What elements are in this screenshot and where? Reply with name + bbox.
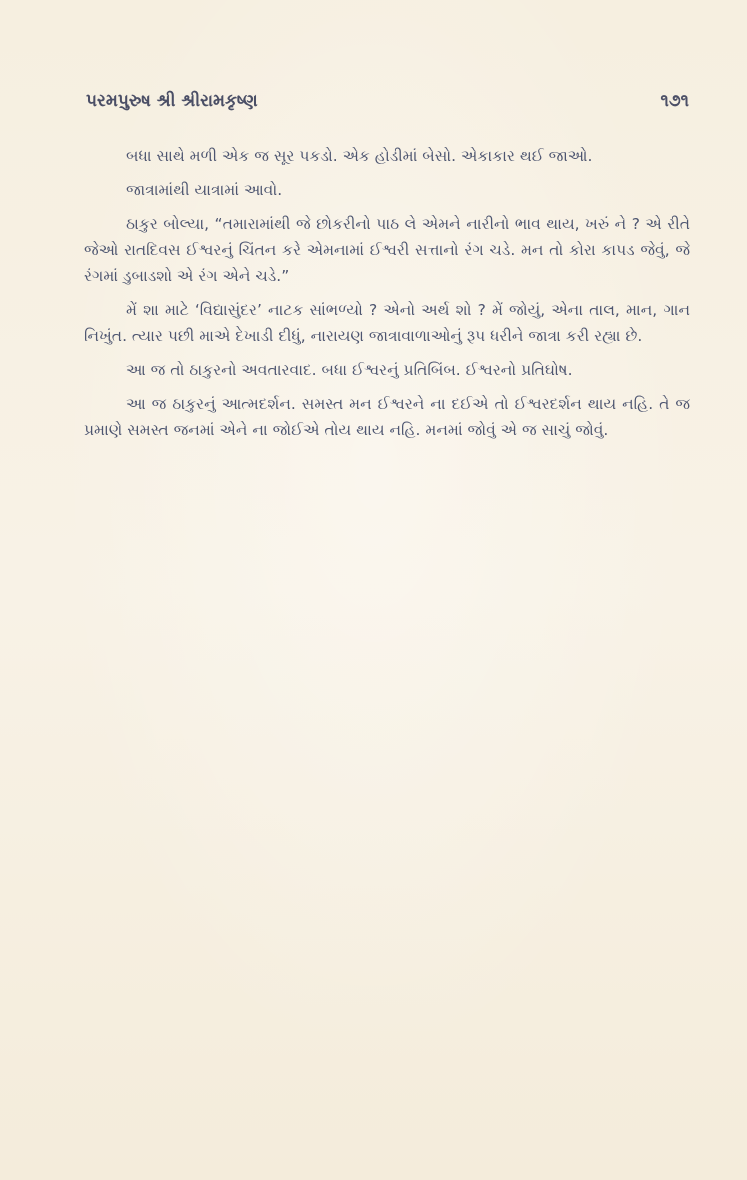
page-body xyxy=(84,143,690,451)
paragraph: જાત્રામાંથી યાત્રામાં આવો. xyxy=(126,181,283,199)
paragraph: બધા સાથે મળી એક જ સૂર પકડો. એક હોડીમાં બેસો. એકાકાર થઈ જાઓ. xyxy=(126,147,593,165)
page-header xyxy=(86,86,689,116)
running-title: પરમપુરુષ શ્રી શ્રીરામકૃષ્ણ xyxy=(86,91,258,111)
paragraph: મેં શા માટે ‘વિદ્યાસુંદર’ નાટક સાંભળ્યો ? એનો અર્થ શો ? મેં જોયું, એના તાલ, માન, ગાન નિખુંત. ત્યાર પછી માએ દેખાડી દીધું, નારાયણ જાત્રાવાળાઓનું રૂપ ધરીને જાત્રા કરી રહ્યા છે. xyxy=(84,301,690,345)
paragraph: આ જ ઠાકુરનું આત્મદર્શન. સમસ્ત મન ઈશ્વરને ના દઈએ તો ઈશ્વરદર્શન થાય નહિ. તે જ પ્રમાણે સમસ્ત જનમાં એને ના જોઈએ તોય થાય નહિ. મનમાં જોવું એ જ સાચું જોવું. xyxy=(84,395,690,439)
paragraph: આ જ તો ઠાકુરનો અવતારવાદ. બધા ઈશ્વરનું પ્રતિબિંબ. ઈશ્વરનો પ્રતિઘોષ. xyxy=(126,361,573,379)
page-number: ૧૭૧ xyxy=(660,91,689,111)
paragraph: ઠાકુર બોલ્યા, “તમારામાંથી જે છોકરીનો પાઠ લે એમને નારીનો ભાવ થાય, ખરું ને ? એ રીતે જેઓ રાતદિવસ ઈશ્વરનું ચિંતન કરે એમનામાં ઈશ્વરી સત્તાનો રંગ ચડે. મન તો કોરા કાપડ જેવું, જે રંગમાં ડુબાડશો એ રંગ એને ચડે.” xyxy=(84,215,690,285)
